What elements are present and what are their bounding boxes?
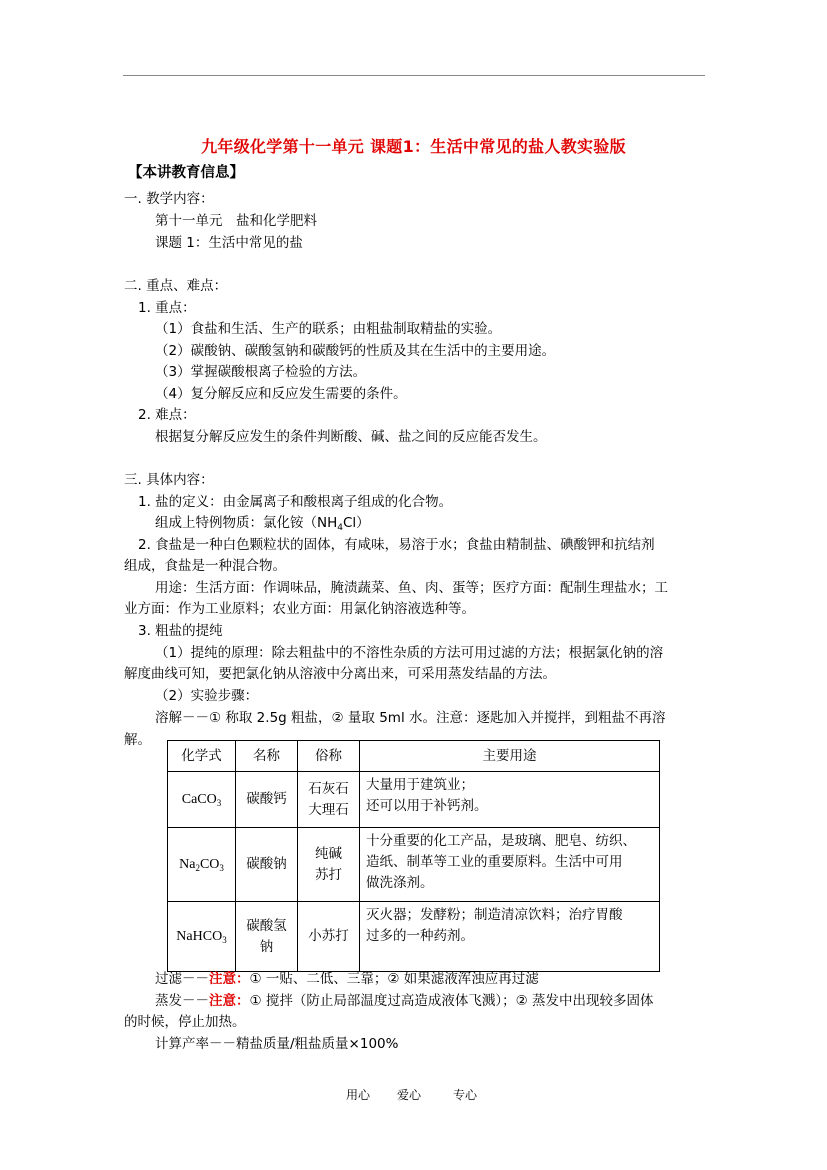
filter-step: 过滤－－注意：① 一贴、二低、三靠；② 如果滤液浑浊应再过滤 — [155, 971, 539, 987]
common-name-cell: 小苏打 — [298, 902, 360, 972]
formula-cell: NaHCO$_3$ — [168, 902, 236, 972]
principle-text: （1）提纯的原理：除去粗盐中的不溶性杂质的方法可用过滤的方法；根据氯化钠的溶 — [155, 645, 664, 661]
use-cell: 大量用于建筑业； 还可以用于补钙剂。 — [360, 772, 660, 828]
footer-text: 用心 — [346, 1088, 371, 1102]
section1-heading: 一. 教学内容： — [124, 191, 214, 207]
page-title: 九年级化学第十一单元 课题1：生活中常见的盐人教实验版 — [201, 137, 626, 156]
common-name-cell: 石灰石 大理石 — [298, 772, 360, 828]
dissolve-step: 溶解－－① 称取 2.5g 粗盐，② 量取 5ml 水。注意：逐匙加入并搅拌，到粗盐不再溶 — [155, 710, 666, 726]
use-cell: 十分重要的化工产品，是玻璃、肥皂、纺织、 造纸、制革等工业的重要原料。生活中可用 做洗涤剂。 — [360, 828, 660, 902]
evaporate-step: 的时候，停止加热。 — [124, 1014, 246, 1030]
name-cell: 碳酸钙 — [236, 772, 298, 828]
table-row — [168, 902, 660, 972]
name-cell: 碳酸氢 钠 — [236, 902, 298, 972]
difficult-text: 根据复分解反应发生的条件判断酸、碱、盐之间的反应能否发生。 — [155, 429, 547, 445]
key-item: （2）碳酸钠、碳酸氢钠和碳酸钙的性质及其在生活中的主要用途。 — [155, 343, 556, 359]
special-case: 组成上特例物质：氯化铵$(NH_4Cl)$ — [155, 515, 370, 533]
table-row — [168, 772, 660, 828]
difficult-label: 2. 难点： — [138, 407, 196, 423]
evaporate-step: 蒸发－－注意：① 搅拌（防止局部温度过高造成液体飞溅）；② 蒸发中出现较多固体 — [155, 993, 654, 1009]
table-header: 化学式 — [168, 741, 236, 772]
use-cell: 灭火器；发酵粉；制造清凉饮料；治疗胃酸 过多的一种药剂。 — [360, 902, 660, 972]
salt-description: 2. 食盐是一种白色颗粒状的固体，有咸味，易溶于水；食盐由精制盐、碘酸钾和抗结剂 — [138, 537, 655, 553]
formula-cell: CaCO$_3$ — [168, 772, 236, 828]
salt-uses: 用途：生活方面：作调味品，腌渍蔬菜、鱼、肉、蛋等；医疗方面：配制生理盐水；工 — [155, 580, 668, 596]
salt-description: 组成，食盐是一种混合物。 — [124, 558, 286, 574]
salt-uses: 业方面：作为工业原料；农业方面：用氯化钠溶液选种等。 — [124, 601, 475, 617]
table-header-row — [168, 741, 660, 772]
formula-cell: $Na_2CO_3$ — [168, 828, 236, 902]
section1-line2: 课题 1：生活中常见的盐 — [155, 235, 303, 251]
header-rule — [123, 75, 705, 76]
section1-line1: 第十一单元 盐和化学肥料 — [155, 213, 317, 229]
footer-text: 专心 — [453, 1088, 478, 1102]
yield-calculation: 计算产率－－精盐质量/粗盐质量×100% — [155, 1036, 399, 1052]
name-cell: 碳酸钠 — [236, 828, 298, 902]
table-header: 名称 — [236, 741, 298, 772]
footer-text: 爱心 — [397, 1088, 422, 1102]
section2-heading: 二. 重点、难点： — [124, 278, 228, 294]
table-header: 俗称 — [298, 741, 360, 772]
salts-table — [167, 740, 660, 972]
purify-label: 3. 粗盐的提纯 — [138, 623, 223, 639]
steps-label: （2）实验步骤： — [155, 688, 259, 704]
principle-text: 解度曲线可知，要把氯化钠从溶液中分离出来，可采用蒸发结晶的方法。 — [124, 666, 556, 682]
dissolve-step: 解。 — [124, 732, 151, 748]
table-row — [168, 828, 660, 902]
salt-definition: 1. 盐的定义：由金属离子和酸根离子组成的化合物。 — [138, 494, 453, 510]
key-label: 1. 重点： — [138, 300, 196, 316]
table-header: 主要用途 — [360, 741, 660, 772]
key-item: （4）复分解反应和反应发生需要的条件。 — [155, 386, 407, 402]
common-name-cell: 纯碱 苏打 — [298, 828, 360, 902]
info-header: 【本讲教育信息】 — [128, 165, 244, 181]
section3-heading: 三. 具体内容： — [124, 472, 214, 488]
key-item: （1）食盐和生活、生产的联系；由粗盐制取精盐的实验。 — [155, 321, 502, 337]
key-item: （3）掌握碳酸根离子检验的方法。 — [155, 364, 367, 380]
